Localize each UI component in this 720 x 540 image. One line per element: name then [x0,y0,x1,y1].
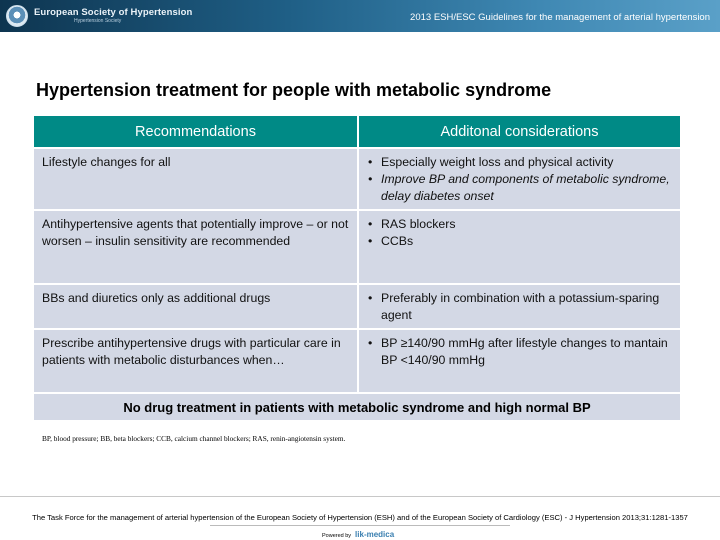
page-title: Hypertension treatment for people with metabolic syndrome [36,80,552,100]
header-additional-considerations: Additonal considerations [359,116,680,147]
table-row [34,328,680,392]
footer-citation: The Task Force for the management of arterial hypertension of the European Society of Hypertension (ESH) and of the European Society of Cardiology (ESC) - J Hypertension 2013;31:1281-1357 [32,513,688,522]
footer-divider-line [0,496,720,497]
header-recommendations: Recommendations [34,116,359,147]
powered-by-label: Powered by [322,533,352,539]
considerations-list [367,154,672,205]
list-item: • RAS blockers [367,216,672,233]
recommendation-cell: Lifestyle changes for all [34,147,359,209]
list-item: • BP ≥140/90 mmHg after lifestyle changes to mantain BP <140/90 mmHg [367,335,672,369]
logo-tagline: Hypertension Society [74,18,122,25]
list-item: • CCBs [367,233,672,250]
table-footer-row [34,392,680,420]
list-item: • Especially weight loss and physical activity [367,154,672,171]
considerations-cell [359,209,680,283]
table-row [34,147,680,209]
footer-short-divider [210,525,510,526]
header-title: 2013 ESH/ESC Guidelines for the management of arterial hypertension [410,12,710,23]
header-bar [0,0,720,32]
logo-text [34,8,192,25]
considerations-list [367,290,672,324]
esh-emblem-icon [6,5,28,27]
list-item: • Preferably in combination with a potassium-sparing agent [367,290,672,324]
recommendation-cell: Prescribe antihypertensive drugs with particular care in patients with metabolic disturbances when… [34,328,359,392]
recommendation-cell: BBs and diuretics only as additional drugs [34,283,359,328]
table-header-row [34,116,680,147]
considerations-cell [359,283,680,328]
powered-by [322,530,394,539]
powered-by-brand-logo: lik-medica [355,530,395,539]
recommendation-cell: Antihypertensive agents that potentially improve – or not worsen – insulin sensitivity are recommended [34,209,359,283]
abbreviations-note: BP, blood pressure; BB, beta blockers; CCB, calcium channel blockers; RAS, renin-angiotensin system. [42,434,346,443]
considerations-list [367,216,672,250]
considerations-cell [359,147,680,209]
considerations-cell [359,328,680,392]
no-drug-treatment-note: No drug treatment in patients with metabolic syndrome and high normal BP [34,392,680,420]
considerations-list [367,335,672,369]
table-row [34,209,680,283]
recommendations-table [34,116,680,420]
table-row [34,283,680,328]
esh-logo [6,5,192,27]
logo-name: European Society of Hypertension [34,6,193,18]
list-item: • Improve BP and components of metabolic syndrome, delay diabetes onset [367,171,672,205]
